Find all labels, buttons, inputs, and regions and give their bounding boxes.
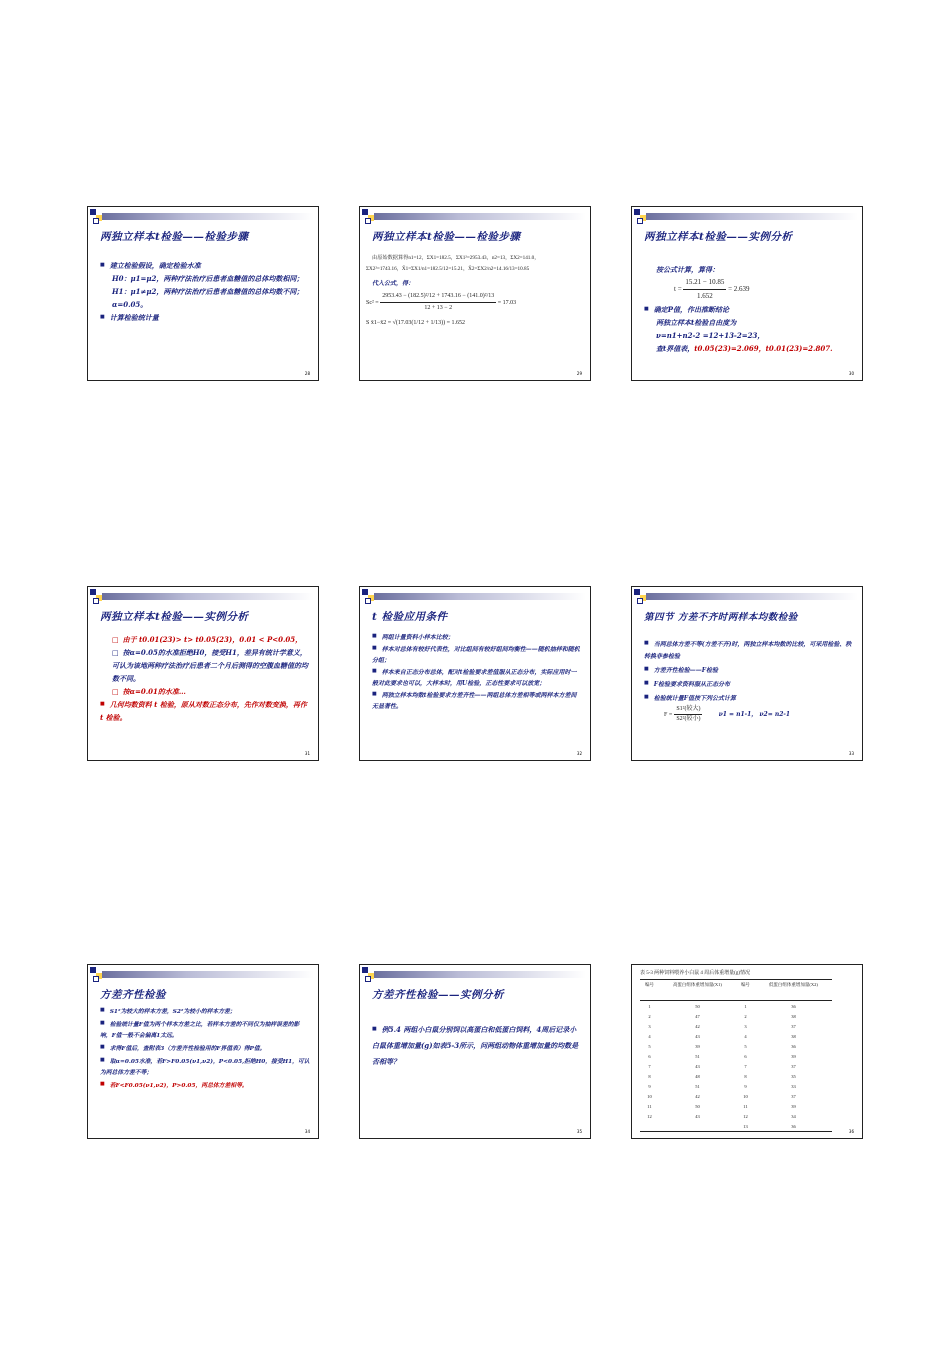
slide-title: 方差齐性检验 bbox=[100, 989, 166, 1001]
table-row bbox=[640, 1071, 832, 1081]
table-header: 低蛋白组体重增加量(X2) bbox=[755, 980, 832, 991]
table-cell: 3 bbox=[744, 1023, 747, 1029]
slide-31 bbox=[87, 586, 319, 761]
sc-formula bbox=[366, 291, 582, 314]
f-numerator: S1²(较大) bbox=[674, 705, 702, 715]
rule-line: ■ F检验要求资料服从正态分布 bbox=[644, 677, 854, 691]
sx-expression: √(17.03(1/12 + 1/13)) bbox=[392, 320, 446, 326]
table-cell: 37 bbox=[791, 1063, 796, 1069]
f-degrees-freedom: ν1 = n1-1， ν2= n2-1 bbox=[718, 711, 791, 718]
alpha-line: α=0.05。 bbox=[112, 300, 148, 309]
t-numerator: 15.21 − 10.85 bbox=[683, 276, 726, 290]
slide-30 bbox=[631, 206, 863, 381]
slide-header-bar bbox=[646, 593, 858, 600]
slide-body bbox=[372, 631, 582, 712]
table-cell: 5 bbox=[648, 1043, 651, 1049]
table-cell: 2 bbox=[648, 1013, 651, 1019]
bullet-line: ■ 建立检验假设，确定检验水准 bbox=[100, 259, 310, 272]
slide-title: t 检验应用条件 bbox=[372, 611, 448, 623]
rule-line: ■ 检验统计量F值按下列公式计算 bbox=[644, 691, 854, 705]
table-cell: 7 bbox=[648, 1063, 651, 1069]
table-row bbox=[640, 1021, 832, 1031]
table-cell: 6 bbox=[648, 1053, 651, 1059]
slide-36 bbox=[631, 964, 863, 1139]
slide-title: 方差齐性检验——实例分析 bbox=[372, 989, 504, 1001]
page-number: 35 bbox=[576, 1129, 582, 1134]
table-cell: 37 bbox=[791, 1093, 796, 1099]
hypothesis-h0: H0：μ1=μ2，两种疗法治疗后患者血糖值的总体均数相同； bbox=[112, 274, 304, 283]
page-number: 36 bbox=[848, 1129, 854, 1134]
f-lhs: F = bbox=[664, 712, 673, 718]
example-text: ■ 例5.4 两组小白鼠分别饲以高蛋白和低蛋白饲料，4周后记录小白鼠体重增加量(g)如表5-3所示，问两组动物体重增加量的均数是否相等？ bbox=[372, 1021, 582, 1070]
condition-line: ■ 样本来自正态分布总体，配对t检验要求差值服从正态分布，实际应用时一般对此要求也可以，大样本时，用U检验，正态性要求可以放宽； bbox=[372, 666, 582, 689]
table-cell: 34 bbox=[791, 1113, 796, 1119]
table-cell: 2 bbox=[744, 1013, 747, 1019]
condition-line: ■ 样本对总体有较好代表性，对比组间有较好组间均衡性——随机抽样和随机分组； bbox=[372, 643, 582, 666]
rule-line: ■ 若F<F0.05(ν1,ν2)，P>0.05，两总体方差相等。 bbox=[100, 1079, 310, 1092]
table-cell: 47 bbox=[695, 1013, 700, 1019]
table-header: 编号 bbox=[640, 980, 659, 991]
table-cell: 12 bbox=[647, 1113, 652, 1119]
slide-header-bar bbox=[374, 213, 586, 220]
slide-header-bar bbox=[102, 971, 314, 978]
slide-header-bar bbox=[102, 593, 314, 600]
table-cell: 10 bbox=[647, 1093, 652, 1099]
rule-line: ■ 求得F值后，查附表3（方差齐性检验用的F界值表）得P值。 bbox=[100, 1042, 310, 1055]
table-cell: 36 bbox=[791, 1043, 796, 1049]
table-row bbox=[640, 1091, 832, 1101]
slide-body bbox=[100, 1005, 310, 1092]
page-number: 32 bbox=[576, 751, 582, 756]
table-row bbox=[640, 1111, 832, 1121]
table-cell: 38 bbox=[791, 1033, 796, 1039]
f-denominator: S2²(较小) bbox=[676, 716, 701, 722]
table-cell: 42 bbox=[695, 1093, 700, 1099]
alpha-001-line: □ 按α=0.01的水准… bbox=[100, 685, 310, 698]
critical-value-list: t0.05(23)=2.069，t0.01(23)=2.807. bbox=[694, 344, 833, 353]
slide-29 bbox=[359, 206, 591, 381]
calc-label: 按公式计算，算得： bbox=[656, 265, 719, 274]
table-cell: 51 bbox=[695, 1083, 700, 1089]
table-header: 编号 bbox=[736, 980, 755, 991]
table-cell: 43 bbox=[695, 1113, 700, 1119]
hypothesis-h1: H1：μ1≠μ2，两种疗法治疗后患者血糖值的总体均数不同； bbox=[112, 287, 304, 296]
table-cell: 36 bbox=[791, 1003, 796, 1009]
table-cell: 39 bbox=[791, 1103, 796, 1109]
table-cell: 1 bbox=[648, 1003, 651, 1009]
table-cell: 38 bbox=[791, 1013, 796, 1019]
table-cell: 6 bbox=[744, 1053, 747, 1059]
geometric-mean-note: ■ 几何均数资料 t 检验，原从对数正态分布，先作对数变换，再作 t 检验。 bbox=[100, 698, 310, 724]
f-formula bbox=[644, 705, 854, 724]
page-number: 30 bbox=[848, 371, 854, 376]
slide-title: 两独立样本t检验——实例分析 bbox=[644, 231, 793, 243]
table-cell: 13 bbox=[736, 1121, 755, 1132]
sx-formula bbox=[366, 318, 582, 329]
table-row bbox=[640, 1001, 832, 1012]
table-cell: 51 bbox=[695, 1053, 700, 1059]
comparison-line: □ 由于 t0.01(23)> t> t0.05(23)，0.01 < P<0.05， bbox=[100, 633, 310, 646]
table-cell: 11 bbox=[743, 1103, 748, 1109]
table-cell: 8 bbox=[744, 1073, 747, 1079]
table-cell: 9 bbox=[744, 1083, 747, 1089]
conclusion-line: □ 按α=0.05的水准拒绝H0，接受H1，差异有统计学意义，可认为该地两种疗法治疗后患者二个月后测得的空腹血糖值的均数不同。 bbox=[100, 646, 310, 685]
critical-values bbox=[644, 342, 854, 355]
table-row bbox=[640, 1061, 832, 1071]
table-cell: 36 bbox=[755, 1121, 832, 1132]
table-cell: 1 bbox=[744, 1003, 747, 1009]
t-lhs: t = bbox=[674, 285, 682, 294]
table-cell: 7 bbox=[744, 1063, 747, 1069]
table-cell: 39 bbox=[695, 1043, 700, 1049]
page-number: 33 bbox=[848, 751, 854, 756]
table-cell: 33 bbox=[791, 1083, 796, 1089]
rule-line: ■ S1²为较大的样本方差，S2²为较小的样本方差； bbox=[100, 1005, 310, 1018]
slide-body bbox=[644, 637, 854, 724]
sc-numerator: 2953.43 − (182.5)²/12 + 1743.16 − (141.0)²/13 bbox=[380, 291, 496, 303]
data-line: ΣX2²=1743.16，X̄1=ΣX1/n1=182.5/12=15.21，X̄2=ΣX2/n2=14.16/13=10.85 bbox=[366, 266, 530, 272]
table-body bbox=[640, 1001, 832, 1132]
table-cell: 4 bbox=[648, 1033, 651, 1039]
table-cell: 9 bbox=[648, 1083, 651, 1089]
table-row bbox=[640, 1011, 832, 1021]
slide-header-bar bbox=[102, 213, 314, 220]
sx-result: = 1.652 bbox=[446, 320, 466, 326]
sc-denominator: 12 + 13 − 2 bbox=[424, 305, 453, 311]
sx-lhs: S x̄1−x̄2 = bbox=[366, 320, 392, 326]
page-number: 31 bbox=[304, 751, 310, 756]
rule-line: ■ 取α=0.05水准，若F>F0.05(ν1,ν2)，P<0.05,拒绝H0，接受H1，可认为两总体方差不等； bbox=[100, 1055, 310, 1079]
slide-28 bbox=[87, 206, 319, 381]
slide-title: 第四节 方差不齐时两样本均数检验 bbox=[644, 612, 798, 623]
table-title: 表 5-3 两种饲料喂养小白鼠 4 周后体重增量(g)情况 bbox=[640, 971, 750, 976]
bullet-line: ■ 确定P值，作出推断结论 bbox=[644, 303, 854, 316]
table-cell: 4 bbox=[744, 1033, 747, 1039]
slide-32 bbox=[359, 586, 591, 761]
condition-line: ■ 两独立样本均数t检验要求方差齐性——两组总体方差相等或两样本方差间无显著性。 bbox=[372, 689, 582, 712]
table-cell: 8 bbox=[648, 1073, 651, 1079]
condition-line: ■ 两组计量资料小样本比较； bbox=[372, 631, 582, 643]
table-cell: 43 bbox=[695, 1063, 700, 1069]
table-row bbox=[640, 1101, 832, 1111]
table-cell: 11 bbox=[647, 1103, 652, 1109]
slide-35 bbox=[359, 964, 591, 1139]
table-header: 高蛋白组体重增加量(X1) bbox=[659, 980, 736, 991]
data-table bbox=[640, 979, 832, 1132]
t-formula bbox=[644, 276, 854, 303]
sc-result: = 17.03 bbox=[497, 299, 517, 306]
slide-body bbox=[100, 259, 310, 324]
page-number: 29 bbox=[576, 371, 582, 376]
table-cell: 43 bbox=[695, 1033, 700, 1039]
rule-line: ■ 方差齐性检验——F检验 bbox=[644, 663, 854, 677]
table-row bbox=[640, 1081, 832, 1091]
t-fraction bbox=[683, 276, 726, 303]
substitute-label: 代入公式，得： bbox=[372, 280, 415, 287]
table-cell bbox=[659, 1121, 736, 1132]
page-number: 28 bbox=[304, 371, 310, 376]
table-cell: 3 bbox=[648, 1023, 651, 1029]
slide-34 bbox=[87, 964, 319, 1139]
table-cell: 48 bbox=[695, 1073, 700, 1079]
df-label: 两独立样本t检验自由度为 bbox=[656, 318, 737, 327]
slide-body bbox=[644, 263, 854, 355]
df-value: ν=n1+n2-2 =12+13-2=23， bbox=[656, 331, 765, 340]
table-cell: 50 bbox=[695, 1103, 700, 1109]
table-cell: 39 bbox=[791, 1053, 796, 1059]
table-cell: 42 bbox=[695, 1023, 700, 1029]
sc-lhs: Sc² = bbox=[366, 299, 379, 306]
table-cell: 10 bbox=[743, 1093, 748, 1099]
table-row bbox=[640, 1041, 832, 1051]
table-cell: 50 bbox=[695, 1003, 700, 1009]
slide-body bbox=[100, 633, 310, 724]
slide-header-bar bbox=[646, 213, 858, 220]
t-denominator: 1.652 bbox=[697, 292, 713, 300]
rule-line: ■ 当两总体方差不等(方差不齐)时，两独立样本均数的比较，可采用检验、秩转换非参检验 bbox=[644, 637, 854, 663]
slide-body bbox=[372, 1021, 582, 1070]
slide-body bbox=[366, 253, 582, 329]
table-cell: 5 bbox=[744, 1043, 747, 1049]
table-row bbox=[640, 1121, 832, 1132]
table-lookup-label: 查t界值表， bbox=[656, 344, 695, 353]
slide-title: 两独立样本t检验——检验步骤 bbox=[372, 231, 521, 243]
rule-line: ■ 检验统计量F值为两个样本方差之比，若样本方差的不同仅为抽样误差的影响，F值一般不会偏离1太远。 bbox=[100, 1018, 310, 1042]
table-row bbox=[640, 1051, 832, 1061]
slide-title: 两独立样本t检验——检验步骤 bbox=[100, 231, 249, 243]
sc-fraction bbox=[380, 291, 496, 314]
table-cell bbox=[640, 1121, 659, 1132]
table-cell: 12 bbox=[743, 1113, 748, 1119]
slide-title: 两独立样本t检验——实例分析 bbox=[100, 611, 249, 623]
table-cell: 35 bbox=[791, 1073, 796, 1079]
bullet-line: ■ 计算检验统计量 bbox=[100, 311, 310, 324]
slide-header-bar bbox=[374, 593, 586, 600]
page-number: 34 bbox=[304, 1129, 310, 1134]
table-row bbox=[640, 1031, 832, 1041]
t-result: = 2.639 bbox=[728, 285, 750, 294]
data-line: 由原始数据算得n1=12，ΣX1=182.5，ΣX1²=2953.43，n2=13，ΣX2=141.0， bbox=[372, 255, 540, 261]
slide-33 bbox=[631, 586, 863, 761]
table-cell: 37 bbox=[791, 1023, 796, 1029]
f-fraction bbox=[674, 705, 702, 724]
slide-header-bar bbox=[374, 971, 586, 978]
